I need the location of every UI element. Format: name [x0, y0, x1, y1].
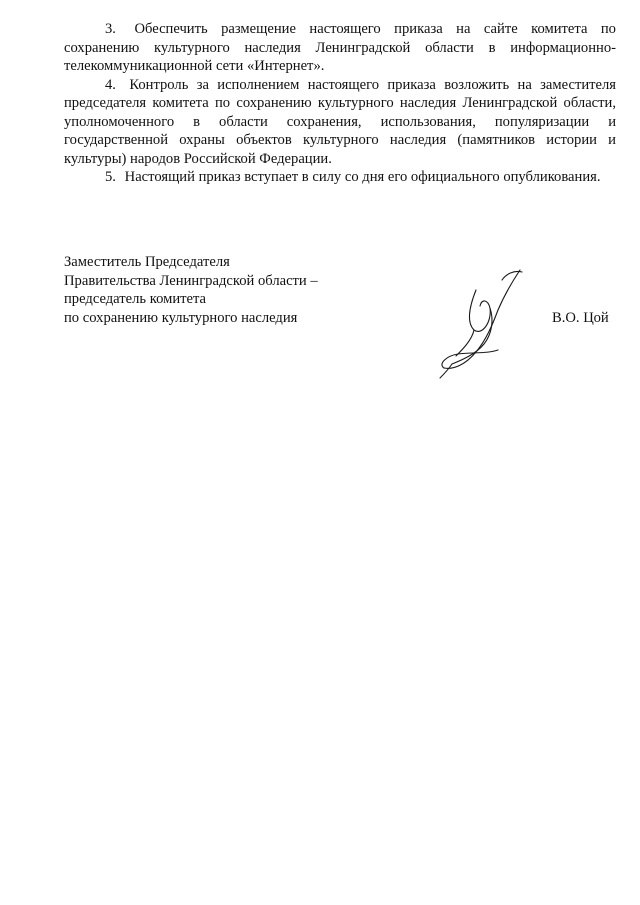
signatory-title: [64, 253, 616, 327]
order-item: [64, 76, 616, 169]
signatory-title-line: Заместитель Председателя: [64, 254, 230, 270]
order-item: [64, 168, 616, 187]
item-text: Обеспечить размещение настоящего приказа на сайте комитета по сохранению культурного наследия Ленинградской области в информационно-телекоммуникационной сети «Интернет».: [64, 21, 616, 74]
item-text: Настоящий приказ вступает в силу со дня его официального опубликования.: [124, 169, 601, 185]
item-number: 4.: [105, 76, 116, 93]
item-number: 5.: [105, 169, 116, 185]
item-text: Контроль за исполнением настоящего приказа возложить на заместителя председателя комитета по сохранению культурного наследия Ленинградской области, уполномоченного в области сохранения, использования, популяризации и государственной охраны объектов культурного наследия (памятников истории и культуры) народов Российской Федерации.: [64, 76, 616, 167]
handwritten-signature-icon: [432, 260, 532, 380]
signatory-name: В.О. Цой: [552, 310, 609, 326]
signatory-title-line: Правительства Ленинградской области –: [64, 272, 318, 289]
signatory-title-line: по сохранению культурного наследия: [64, 309, 298, 326]
signatory-title-line: председатель комитета: [64, 291, 207, 307]
item-number: 3.: [105, 21, 116, 37]
order-item: [64, 20, 616, 76]
order-body: [64, 20, 616, 187]
